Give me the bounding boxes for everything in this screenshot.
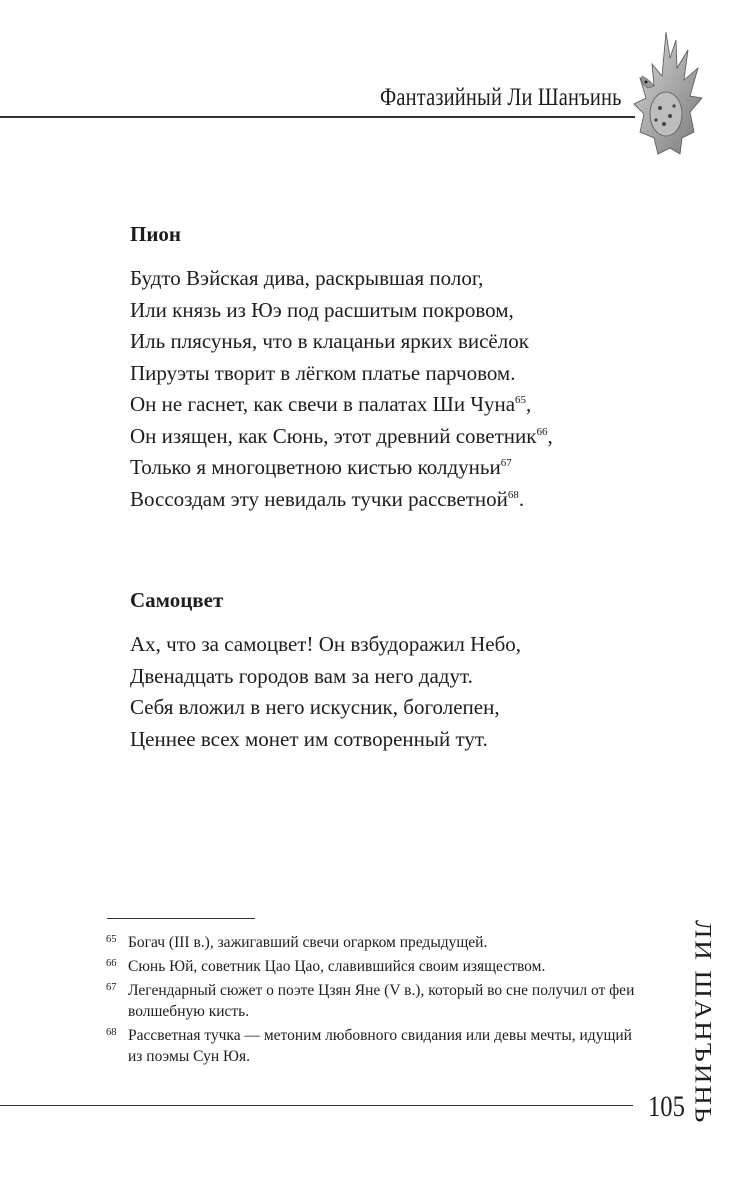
- page-number: 105: [648, 1090, 685, 1123]
- footnote-number: 66: [106, 958, 117, 969]
- poem-line: Воссоздам эту невидаль тучки рассветной$^{68}$.: [130, 486, 525, 511]
- poem-line: Иль плясунья, что в клацаньи ярких висёлок: [130, 329, 529, 353]
- poem-line: Ах, что за самоцвет! Он взбудоражил Небо,: [130, 632, 522, 656]
- footnote-item: [106, 956, 636, 977]
- footnote-separator: [107, 918, 255, 919]
- footnote-item: [106, 932, 636, 953]
- poem-line: Или князь из Юэ под расшитым покровом,: [130, 297, 514, 322]
- poem-body-samotsvet: [130, 629, 521, 755]
- footnote-item: [106, 1025, 636, 1067]
- header-rule: [0, 116, 635, 118]
- poem-line: Пируэты творит в лёгком платье парчовом.: [130, 360, 516, 385]
- poem-title-pion: Пион: [130, 222, 182, 246]
- footnote-ref[interactable]: 65: [515, 394, 527, 406]
- footnote-number: 68: [106, 1027, 117, 1038]
- poem-title-samotsvet: Самоцвет: [130, 588, 224, 612]
- poem-line: Двенадцать городов вам за него дадут.: [130, 663, 473, 688]
- footnote-item: [106, 980, 636, 1022]
- poem-line: Он изящен, как Сюнь, этот древний советник$^{66}$,: [130, 423, 553, 448]
- footnote-number: 67: [106, 982, 117, 993]
- footnote-number: 65: [106, 934, 117, 945]
- bird-sculpture-icon: [630, 28, 708, 160]
- footnotes: [106, 932, 636, 1070]
- poem-body-pion: [130, 263, 553, 515]
- footnote-ref[interactable]: 66: [536, 425, 548, 438]
- poem-line: Только я многоцветною кистью колдуньи$^{67}$: [130, 455, 512, 479]
- footnote-text: Сюнь Юй, советник Цао Цао, славившийся своим изяществом.: [128, 958, 546, 975]
- footer-rule: [0, 1105, 633, 1106]
- footnote-text: Богач (III в.), зажигавший свечи огарком предыдущей.: [128, 934, 488, 951]
- poem-line: Себя вложил в него искусник, боголепен,: [130, 695, 500, 719]
- poem-line: Он не гаснет, как свечи в палатах Ши Чуна$^{65}$,: [130, 392, 532, 416]
- footnote-text: Рассветная тучка — метоним любовного свидания или девы мечты, идущий из поэмы Сун Юя.: [128, 1027, 632, 1065]
- footnote-ref[interactable]: 68: [507, 488, 519, 501]
- poem-line: Будто Вэйская дива, раскрывшая полог,: [130, 266, 484, 290]
- footnote-ref[interactable]: 67: [500, 457, 512, 469]
- sidebar-author: ЛИ ШАНЪИНЬ: [690, 920, 716, 1125]
- footnote-text: Легендарный сюжет о поэте Цзян Яне (V в.), который во сне получил от феи волшебную кисть.: [128, 982, 635, 1020]
- running-header-title: Фантазийный Ли Шанъинь: [380, 84, 622, 111]
- poem-line: Ценнее всех монет им сотворенный тут.: [130, 726, 488, 751]
